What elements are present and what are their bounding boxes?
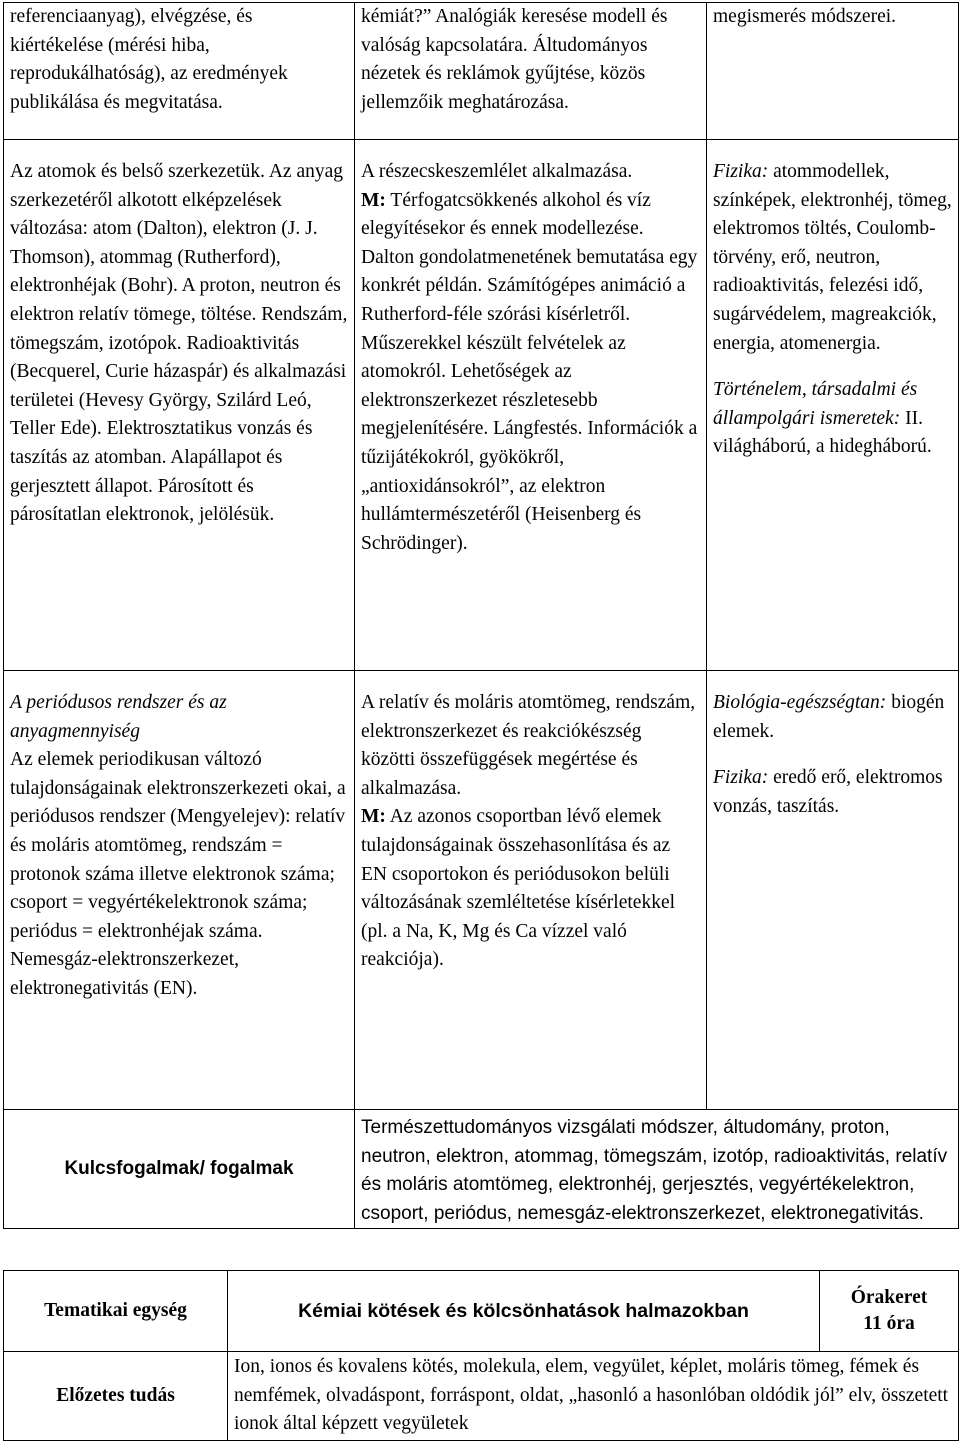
unit-header-row: [4, 1271, 959, 1352]
prereq-text-content: Ion, ionos és kovalens kötés, molekula, elem, vegyület, képlet, moláris tömeg, fémek és nemfémek, olvadáspont, forráspont, oldat, „hasonló a hasonlóban oldódik jól” elv, összetett ionok által képzett vegyületek: [234, 1356, 949, 1435]
hours-value: 11 óra: [863, 1313, 915, 1334]
table-row: [4, 140, 959, 671]
content-text: Az elemek periodikusan változó tulajdonságainak elektronszerkezeti okai, a periódusos rendszer (Mengyelejev): relatív és moláris atomtömeg, rendszám = protonok száma illetve elektronok száma; csoport = vegyértékelektronok száma; periódus = elektronhéjak száma. Nemesgáz-elektronszerkezet, elektronegativitás (EN).: [10, 749, 346, 999]
subject-label: Történelem, társadalmi és állampolgári ismeretek:: [713, 379, 918, 429]
key-concepts-label: [4, 1110, 355, 1229]
key-concepts-list: Természettudományos vizsgálati módszer, áltudomány, proton, neutron, elektron, atommag, tömegszám, izotóp, radioaktivitás, relatív és moláris atomtömeg, elektronhéj, gerjesztés, vegyértékelektron, csoport, periódus, nemesgáz-elektronszerkezet, elektronegativitás.: [361, 1117, 948, 1224]
connections-cell: [707, 3, 959, 140]
activities-cell: [355, 140, 707, 671]
activities-cell: [355, 671, 707, 1110]
subject-label: Fizika:: [713, 161, 769, 182]
subject-text: biogén elemek.: [713, 692, 945, 742]
connections-cell: [707, 140, 959, 671]
subject-text: II. világháború, a hidegháború.: [713, 407, 932, 458]
activities-text: kémiát?” Analógiák keresése modell és valóság kapcsolatára. Áltudományos nézetek és reklámok gyűjtése, közös jellemzőik meghatározása.: [361, 6, 668, 113]
method-label: M:: [361, 806, 386, 828]
connection-physics: [713, 158, 952, 358]
content-cell: [4, 671, 355, 1110]
table-row: [4, 671, 959, 1110]
content-text: Az atomok és belső szerkezetük. Az anyag szerkezetéről alkotott elképzelések változása: atom (Dalton), elektron (J. J. Thomson), atommag (Rutherford), elektronhéjak (Bohr). A proton, neutron és elektron relatív tömege, töltése. Rendszám, tömegszám, izotópok. Radioaktivitás (Becquerel, Curie házaspár) és alkalmazási területei (Hevesy György, Szilárd Leó, Teller Ede). Elektrosztatikus vonzás és taszítás az atomban. Alapállapot és gerjesztett állapot. Párosított és párosítatlan elektronok, jelölésük.: [10, 161, 348, 526]
key-concepts-row: [4, 1110, 959, 1229]
method-label: M:: [361, 189, 386, 211]
connection-biology: [713, 689, 952, 746]
unit-table: [3, 1270, 959, 1441]
unit-label-text: Tematikai egység: [44, 1299, 187, 1321]
key-concepts-text: [355, 1110, 959, 1229]
unit-title: [228, 1271, 820, 1352]
key-concepts-label-text: Kulcsfogalmak/ fogalmak: [64, 1157, 294, 1179]
subject-label: Biológia-egészségtan:: [713, 692, 887, 713]
subject-text: eredő erő, elektromos vonzás, taszítás.: [713, 767, 943, 817]
activities-method: [361, 803, 700, 975]
content-cell: [4, 3, 355, 140]
activities-intro: A relatív és moláris atomtömeg, rendszám, elektronszerkezet és reakciókészség közötti összefüggések megértése és alkalmazása.: [361, 692, 696, 799]
connections-cell: [707, 671, 959, 1110]
activities-intro: A részecskeszemlélet alkalmazása.: [361, 161, 633, 182]
table-row: [4, 3, 959, 140]
prereq-text: [228, 1352, 959, 1441]
prereq-label: [4, 1352, 228, 1441]
section-title: A periódusos rendszer és az anyagmennyiség: [10, 692, 227, 742]
subject-text: atommodellek, színképek, elektronhéj, tömeg, elektromos töltés, Coulomb-törvény, erő, neutron, radioaktivitás, felezési idő, sugárvédelem, magreakciók, energia, atomenergia.: [713, 161, 952, 354]
method-text: Térfogatcsökkenés alkohol és víz elegyítésekor és ennek modellezése. Dalton gondolatmenetének bemutatása egy konkrét példán. Számítógépes animáció a Rutherford-féle szórási kísérletről. Műszerekkel készült felvételek az atomokról. Lehetőségek az elektronszerkezet részletesebb megjelenítésére. Lángfestés. Információk a tűzijátékokról, gyökökről, „antioxidánsokról”, az elektron hullámtermészetéről (Heisenberg és Schrödinger).: [361, 189, 698, 554]
prereq-row: [4, 1352, 959, 1441]
curriculum-table: [3, 2, 959, 1229]
connection-history: [713, 376, 952, 462]
unit-label: [4, 1271, 228, 1352]
connections-text: megismerés módszerei.: [713, 6, 897, 27]
unit-title-text: Kémiai kötések és kölcsönhatások halmazokban: [298, 1299, 749, 1322]
activities-method: [361, 187, 700, 559]
subject-label: Fizika:: [713, 767, 769, 789]
activities-cell: [355, 3, 707, 140]
content-cell: [4, 140, 355, 671]
prereq-label-text: Előzetes tudás: [56, 1384, 175, 1406]
hours-cell: [820, 1271, 959, 1352]
hours-label: Órakeret: [850, 1287, 928, 1308]
connection-physics: [713, 764, 952, 821]
content-text: referenciaanyag), elvégzése, és kiértékelése (mérési hiba, reprodukálhatóság), az eredmények publikálása és megvitatása.: [10, 6, 288, 113]
method-text: Az azonos csoportban lévő elemek tulajdonságainak összehasonlítása és az EN csoportokon és periódusokon belüli változásának szemléltetése kísérletekkel (pl. a Na, K, Mg és Ca vízzel való reakciója).: [361, 806, 676, 971]
